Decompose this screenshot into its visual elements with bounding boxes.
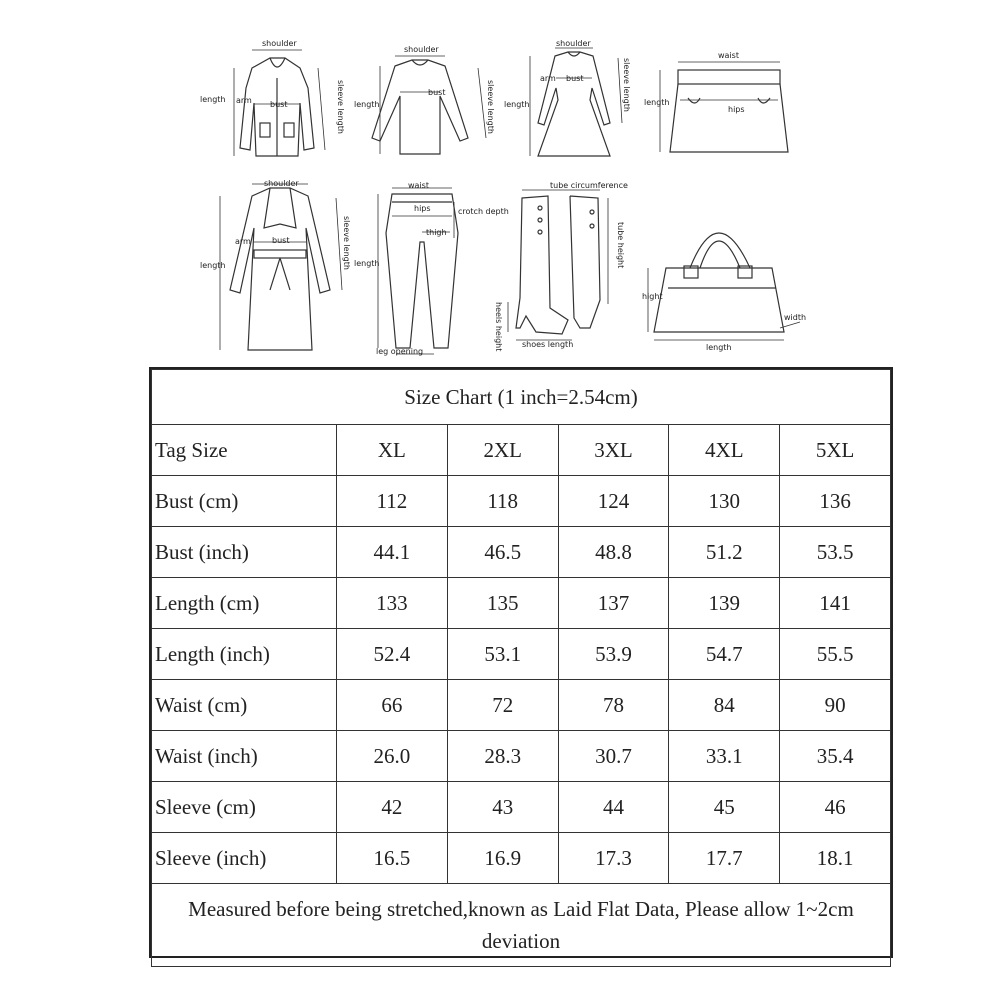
size-header: 4XL (669, 425, 780, 476)
table-cell: 46.5 (447, 527, 558, 578)
hoodie-bust-label: bust (270, 100, 288, 109)
coat-sleeve-label: sleeve length (342, 216, 351, 270)
table-cell: 55.5 (780, 629, 891, 680)
table-cell: 54.7 (669, 629, 780, 680)
table-cell: 48.8 (558, 527, 669, 578)
boot-tube-circumference-label: tube circumference (550, 181, 628, 190)
row-label: Length (inch) (152, 629, 337, 680)
table-cell: 17.3 (558, 833, 669, 884)
table-cell: 30.7 (558, 731, 669, 782)
table-row (152, 782, 891, 833)
table-row (152, 680, 891, 731)
boot-heels-height-label: heels height (494, 302, 503, 352)
dress-illustration (538, 52, 610, 156)
row-label: Waist (inch) (152, 731, 337, 782)
boot-tube-height-label: tube height (616, 222, 625, 269)
table-row (152, 578, 891, 629)
table-note: Measured before being stretched,known as Laid Flat Data, Please allow 1~2cm deviation (152, 884, 891, 967)
pants-crotch-label: crotch depth (458, 207, 509, 216)
table-cell: 136 (780, 476, 891, 527)
table-row (152, 527, 891, 578)
table-row (152, 629, 891, 680)
table-cell: 141 (780, 578, 891, 629)
dress-sleeve-label: sleeve length (622, 58, 631, 112)
table-cell: 51.2 (669, 527, 780, 578)
hoodie-arm-label: arm (236, 96, 252, 105)
table-cell: 137 (558, 578, 669, 629)
row-label: Sleeve (inch) (152, 833, 337, 884)
table-cell: 28.3 (447, 731, 558, 782)
size-header: XL (337, 425, 448, 476)
table-row (152, 476, 891, 527)
bag-length-label: length (706, 343, 732, 352)
hoodie-length-label: length (200, 95, 226, 104)
table-caption: Size Chart (1 inch=2.54cm) (152, 370, 891, 425)
table-cell: 16.5 (337, 833, 448, 884)
coat-length-label: length (200, 261, 226, 270)
bag-width-label: width (784, 313, 807, 322)
pants-waist-label: waist (408, 181, 429, 190)
size-chart-table (149, 367, 893, 958)
pants-leg-opening-label: leg opening (376, 347, 424, 356)
sweater-bust-label: bust (428, 88, 446, 97)
bag-height-label: hight (642, 292, 663, 301)
sweater-sleeve-label: sleeve length (486, 80, 495, 134)
table-note-row (152, 884, 891, 967)
coat-arm-label: arm (235, 237, 251, 246)
hoodie-shoulder-label: shoulder (262, 39, 297, 48)
table-row (152, 731, 891, 782)
pants-illustration (386, 194, 458, 348)
size-header: 3XL (558, 425, 669, 476)
table-row (152, 833, 891, 884)
dress-shoulder-label: shoulder (556, 39, 591, 48)
pants-thigh-label: thigh (426, 228, 447, 237)
row-label: Waist (cm) (152, 680, 337, 731)
handbag-measure-lines (648, 268, 800, 340)
table-cell: 35.4 (780, 731, 891, 782)
coat-bust-label: bust (272, 236, 290, 245)
table-cell: 112 (337, 476, 448, 527)
pants-hips-label: hips (414, 204, 431, 213)
hoodie-sleeve-label: sleeve length (336, 80, 345, 134)
handbag-illustration (654, 233, 784, 332)
boots-measure-lines (508, 190, 608, 340)
coat-measure-lines (220, 184, 342, 350)
row-label: Bust (inch) (152, 527, 337, 578)
sweater-illustration (372, 60, 468, 154)
table-cell: 44 (558, 782, 669, 833)
table-cell: 52.4 (337, 629, 448, 680)
table-cell: 17.7 (669, 833, 780, 884)
sweater-length-label: length (354, 100, 380, 109)
table-cell: 53.5 (780, 527, 891, 578)
table-cell: 78 (558, 680, 669, 731)
table-cell: 46 (780, 782, 891, 833)
garment-illustrations (190, 28, 830, 363)
skirt-length-label: length (644, 98, 670, 107)
table-cell: 130 (669, 476, 780, 527)
coat-shoulder-label: shoulder (264, 179, 299, 188)
size-header: 5XL (780, 425, 891, 476)
table-cell: 84 (669, 680, 780, 731)
table-cell: 124 (558, 476, 669, 527)
table-caption-row (152, 370, 891, 425)
size-header: 2XL (447, 425, 558, 476)
table-cell: 43 (447, 782, 558, 833)
table-cell: 135 (447, 578, 558, 629)
table-cell: 16.9 (447, 833, 558, 884)
row-label: Bust (cm) (152, 476, 337, 527)
table-cell: 33.1 (669, 731, 780, 782)
table-cell: 53.1 (447, 629, 558, 680)
boots-illustration (516, 196, 600, 334)
dress-arm-label: arm (540, 74, 556, 83)
skirt-waist-label: waist (718, 51, 739, 60)
pants-length-label: length (354, 259, 380, 268)
dress-bust-label: bust (566, 74, 584, 83)
row-label: Sleeve (cm) (152, 782, 337, 833)
table-cell: 72 (447, 680, 558, 731)
table-cell: 45 (669, 782, 780, 833)
table-cell: 139 (669, 578, 780, 629)
table-cell: 18.1 (780, 833, 891, 884)
table-cell: 118 (447, 476, 558, 527)
table-cell: 26.0 (337, 731, 448, 782)
skirt-hips-label: hips (728, 105, 745, 114)
coat-illustration (230, 188, 330, 350)
table-cell: 53.9 (558, 629, 669, 680)
table-cell: 44.1 (337, 527, 448, 578)
sweater-shoulder-label: shoulder (404, 45, 439, 54)
header-label: Tag Size (152, 425, 337, 476)
table-cell: 90 (780, 680, 891, 731)
table-cell: 133 (337, 578, 448, 629)
dress-length-label: length (504, 100, 530, 109)
row-label: Length (cm) (152, 578, 337, 629)
table-cell: 66 (337, 680, 448, 731)
header-row (152, 425, 891, 476)
boot-shoes-length-label: shoes length (522, 340, 574, 349)
measurement-guide (190, 28, 830, 363)
table-cell: 42 (337, 782, 448, 833)
